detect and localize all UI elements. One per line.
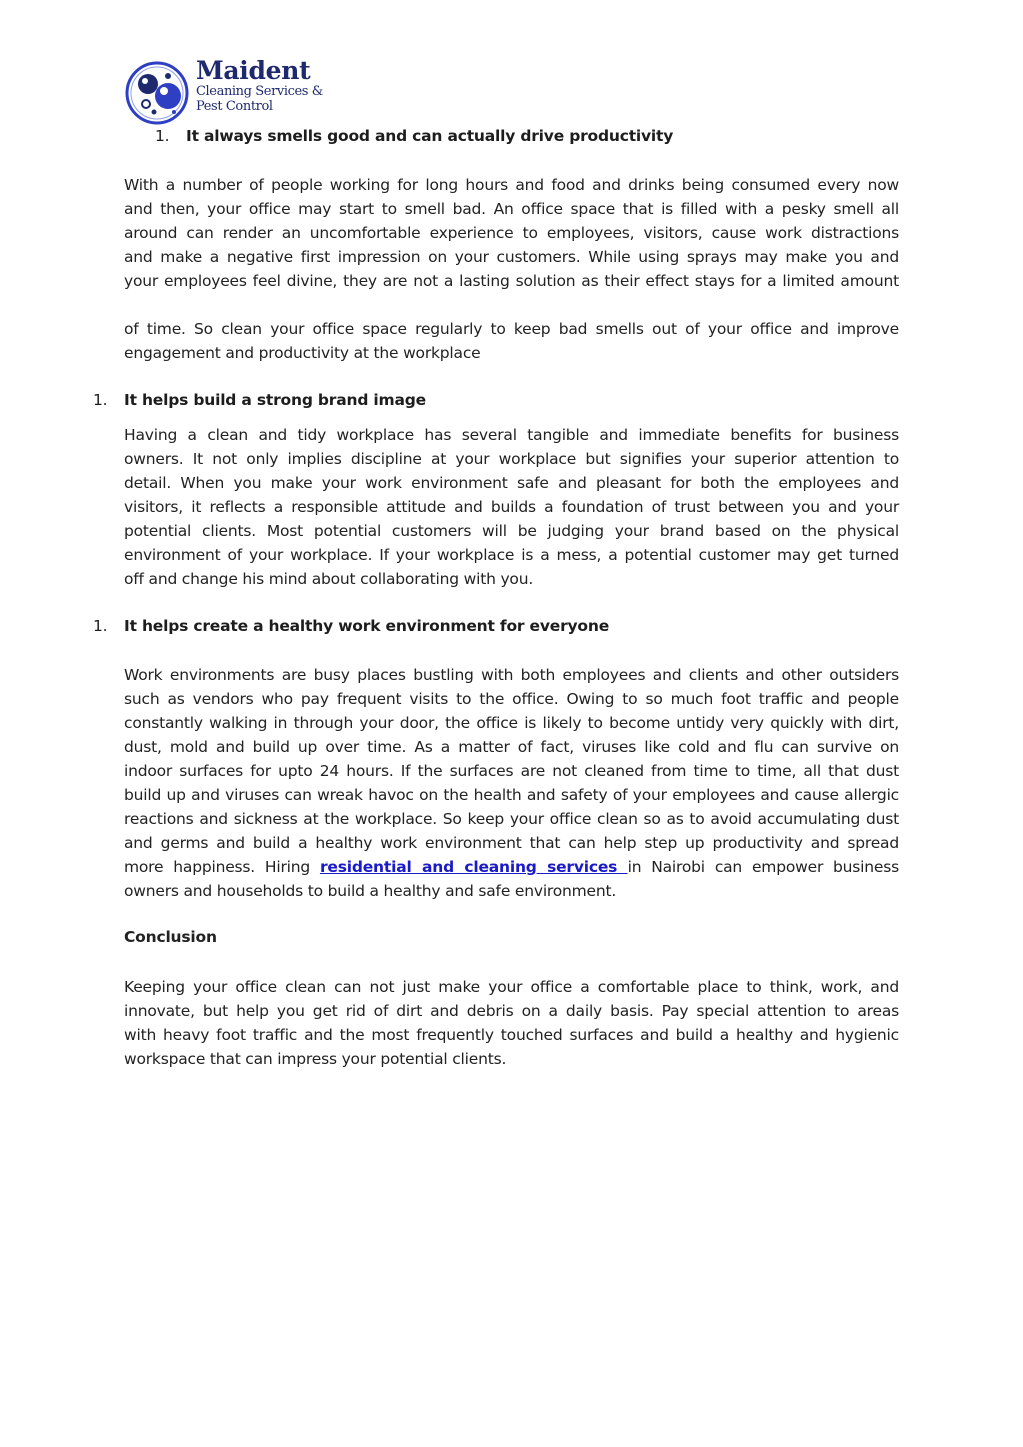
logo-text (196, 58, 323, 113)
section-3-number: 1. (93, 617, 108, 635)
text-line: owners. It not only implies discipline at your workplace but signifies your superior attention to (124, 450, 899, 468)
text-line-with-link (124, 855, 899, 879)
section-1-paragraph-1 (124, 173, 899, 293)
text-line: dust, mold and build up over time. As a matter of fact, viruses like cold and flu can survive on (124, 738, 899, 756)
logo-tagline-1: Cleaning Services & (196, 84, 323, 99)
text-line: Keeping your office clean can not just make your office a comfortable place to think, work, and (124, 978, 899, 996)
text-line: workspace that can impress your potential clients. (124, 1050, 507, 1068)
section-2-number: 1. (93, 391, 108, 409)
text-line: around can render an uncomfortable experience to employees, visitors, cause work distractions (124, 224, 899, 242)
text-line: build up and viruses can wreak havoc on the health and safety of your employees and cause allergic (124, 786, 899, 804)
section-2-title: It helps build a strong brand image (124, 391, 426, 409)
text-line: constantly walking in through your door, the office is likely to become untidy very quickly with dirt, (124, 714, 899, 732)
section-1-heading (155, 127, 674, 145)
text-line: of time. So clean your office space regularly to keep bad smells out of your office and improve (124, 320, 899, 338)
text-line: off and change his mind about collaborating with you. (124, 570, 534, 588)
text-line: potential clients. Most potential customers will be judging your brand based on the physical (124, 522, 899, 540)
section-1-title: It always smells good and can actually drive productivity (186, 127, 674, 145)
section-2-paragraph (124, 423, 899, 591)
section-3-title: It helps create a healthy work environment for everyone (124, 617, 610, 635)
link-suffix-text: in Nairobi can empower business (627, 858, 899, 876)
section-1-number: 1. (155, 127, 170, 145)
text-line: your employees feel divine, they are not a lasting solution as their effect stays for a limited amount (124, 272, 899, 290)
text-line: detail. When you make your work environment safe and pleasant for both the employees and (124, 474, 899, 492)
text-line: and germs and build a healthy work environment that can help step up productivity and spread (124, 834, 899, 852)
logo-name: Maident (196, 56, 311, 85)
text-line: innovate, but help you get rid of dirt and debris on a daily basis. Pay special attention to areas (124, 1002, 899, 1020)
section-2-heading (93, 391, 426, 409)
residential-cleaning-services-link[interactable]: residential and cleaning services (319, 858, 628, 876)
text-line: and make a negative first impression on your customers. While using sprays may make you and (124, 248, 899, 266)
company-logo (124, 58, 334, 124)
text-line: environment of your workplace. If your workplace is a mess, a potential customer may get turned (124, 546, 899, 564)
section-1-paragraph-2 (124, 317, 899, 365)
text-line: owners and households to build a healthy and safe environment. (124, 882, 617, 900)
link-prefix-text: more happiness. Hiring (124, 858, 320, 876)
logo-tagline-2: Pest Control (196, 99, 273, 114)
section-3-heading (93, 617, 610, 635)
section-3-paragraph (124, 663, 899, 903)
text-line: and then, your office may start to smell bad. An office space that is filled with a pesky smell all (124, 200, 899, 218)
text-line: indoor surfaces for upto 24 hours. If the surfaces are not cleaned from time to time, all that dust (124, 762, 899, 780)
text-line: engagement and productivity at the workplace (124, 344, 481, 362)
text-line: Work environments are busy places bustling with both employees and clients and other outsiders (124, 666, 899, 684)
text-line: such as vendors who pay frequent visits to the office. Owing to so much foot traffic and people (124, 690, 899, 708)
text-line: visitors, it reflects a responsible attitude and builds a foundation of trust between you and your (124, 498, 899, 516)
bubbles-logo-icon (124, 60, 190, 126)
conclusion-paragraph (124, 975, 899, 1071)
conclusion-heading: Conclusion (124, 928, 217, 946)
text-line: With a number of people working for long hours and food and drinks being consumed every now (124, 176, 899, 194)
text-line: reactions and sickness at the workplace. So keep your office clean so as to avoid accumulating dust (124, 810, 899, 828)
text-line: with heavy foot traffic and the most frequently touched surfaces and build a healthy and hygienic (124, 1026, 899, 1044)
text-line: Having a clean and tidy workplace has several tangible and immediate benefits for business (124, 426, 899, 444)
